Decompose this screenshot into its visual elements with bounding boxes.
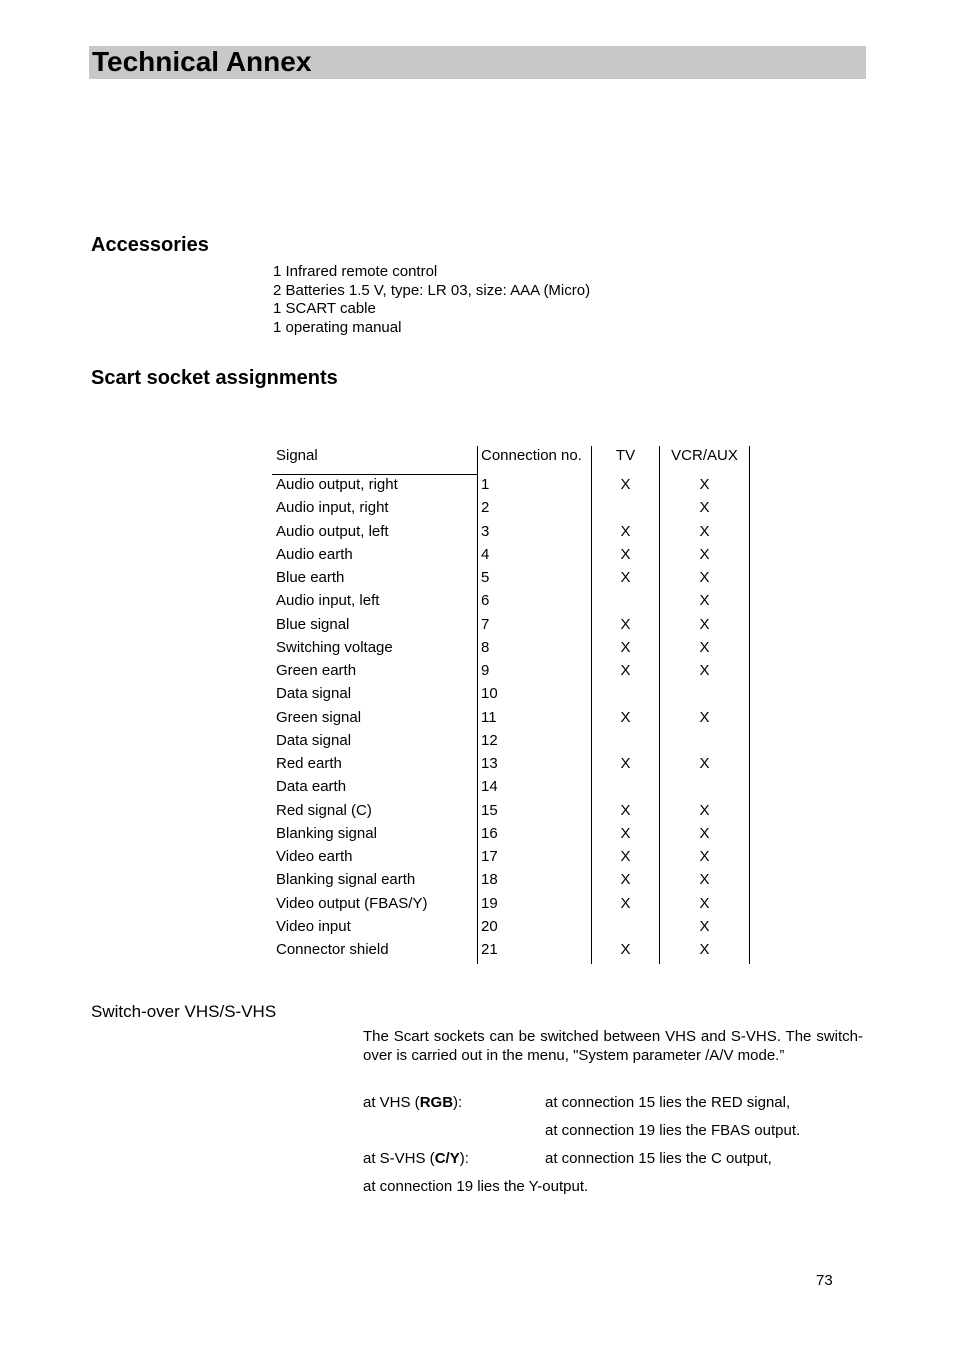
vhs-line-2: at connection 19 lies the FBAS output. <box>545 1122 801 1139</box>
cell-signal: Green earth <box>276 662 357 679</box>
cell-vcr-aux: X <box>699 708 710 726</box>
cell-signal: Video output (FBAS/Y) <box>276 894 428 912</box>
cell-connection: 13 <box>481 755 498 772</box>
scart-heading: Scart socket assignments <box>91 367 338 389</box>
cell-connection: 18 <box>481 871 498 889</box>
cell-connection: 8 <box>481 638 490 656</box>
cell-signal: Data signal <box>276 685 352 703</box>
cell-signal: Red earth <box>276 755 342 772</box>
cell-vcr-aux: X <box>699 917 710 935</box>
accessory-item: 1 SCART cable <box>273 300 376 317</box>
cell-vcr-aux: X <box>699 476 710 493</box>
cell-tv: X <box>620 755 631 772</box>
cell-tv: X <box>620 662 631 679</box>
cell-vcr-aux: X <box>699 941 710 958</box>
cell-tv: X <box>620 801 631 819</box>
svhs-line-1: at connection 15 lies the C output, <box>545 1150 772 1167</box>
cell-tv: X <box>620 824 631 842</box>
switchover-paragraph: The Scart sockets can be switched between VHS and S-VHS. The switch-over is carried out in the menu, "System parameter /A/V mode.” <box>363 1028 863 1064</box>
cell-tv: X <box>620 941 631 958</box>
cell-tv: X <box>620 871 631 889</box>
cell-connection: 1 <box>481 476 490 493</box>
cell-vcr-aux: X <box>699 755 710 772</box>
cell-signal: Data earth <box>276 778 347 796</box>
cell-signal: Red signal (C) <box>276 801 372 819</box>
header-tv: TV <box>615 447 636 464</box>
cell-vcr-aux: X <box>699 662 710 679</box>
cell-tv: X <box>620 638 631 656</box>
cell-tv: X <box>620 522 631 540</box>
cell-tv: X <box>620 615 631 633</box>
table-divider <box>749 446 750 964</box>
cell-connection: 20 <box>481 917 498 935</box>
header-connection: Connection no. <box>481 447 582 464</box>
switchover-heading: Switch-over VHS/S-VHS <box>91 1002 277 1021</box>
cell-signal: Audio output, right <box>276 476 398 493</box>
accessories-heading: Accessories <box>91 234 209 256</box>
cell-signal: Blue earth <box>276 569 345 586</box>
cell-signal: Data signal <box>276 731 352 749</box>
cell-connection: 6 <box>481 592 490 610</box>
accessory-item: 1 Infrared remote control <box>273 263 438 280</box>
table-divider <box>477 446 478 964</box>
cell-vcr-aux: X <box>699 848 710 865</box>
svhs-label: at S-VHS (C/Y): <box>363 1150 469 1167</box>
cell-signal: Video earth <box>276 848 353 865</box>
accessory-item: 2 Batteries 1.5 V, type: LR 03, size: AAA (Micro) <box>273 281 591 299</box>
table-header-rule <box>272 474 477 475</box>
cell-connection: 14 <box>481 778 498 796</box>
cell-connection: 7 <box>481 615 490 633</box>
cell-signal: Audio earth <box>276 545 353 563</box>
cell-signal: Audio input, left <box>276 592 380 610</box>
cell-signal: Switching voltage <box>276 638 393 656</box>
cell-vcr-aux: X <box>699 638 710 656</box>
cell-connection: 3 <box>481 522 490 540</box>
cell-vcr-aux: X <box>699 871 710 889</box>
page-number: 73 <box>816 1272 833 1289</box>
cell-signal: Green signal <box>276 708 362 726</box>
cell-tv: X <box>620 708 631 726</box>
cell-vcr-aux: X <box>699 615 710 633</box>
cell-vcr-aux: X <box>699 545 710 563</box>
accessory-item: 1 operating manual <box>273 318 402 336</box>
cell-connection: 21 <box>481 941 498 958</box>
cell-connection: 2 <box>481 499 490 517</box>
cell-connection: 9 <box>481 662 490 679</box>
cell-vcr-aux: X <box>699 569 710 586</box>
cell-signal: Blanking signal earth <box>276 871 416 889</box>
cell-connection: 19 <box>481 894 498 912</box>
vhs-line-1: at connection 15 lies the RED signal, <box>545 1094 791 1111</box>
accessories-list <box>273 263 590 337</box>
cell-connection: 11 <box>481 708 497 726</box>
cell-connection: 12 <box>481 731 498 749</box>
svhs-line-2: at connection 19 lies the Y-output. <box>363 1178 589 1195</box>
cell-vcr-aux: X <box>699 592 710 610</box>
cell-vcr-aux: X <box>699 499 710 517</box>
cell-tv: X <box>620 476 631 493</box>
cell-connection: 15 <box>481 801 498 819</box>
cell-tv: X <box>620 894 631 912</box>
cell-signal: Blanking signal <box>276 824 377 842</box>
cell-vcr-aux: X <box>699 894 710 912</box>
vhs-label: at VHS (RGB): <box>363 1094 463 1111</box>
cell-connection: 16 <box>481 824 498 842</box>
cell-tv: X <box>620 848 631 865</box>
scart-table <box>272 446 750 964</box>
cell-tv: X <box>620 569 631 586</box>
page-title: Technical Annex <box>92 46 312 77</box>
cell-signal: Audio input, right <box>276 499 389 517</box>
cell-tv: X <box>620 545 631 563</box>
header-vcr-aux: VCR/AUX <box>671 447 738 464</box>
cell-signal: Audio output, left <box>276 522 389 540</box>
cell-signal: Blue signal <box>276 615 350 633</box>
header-signal: Signal <box>276 447 318 464</box>
cell-connection: 5 <box>481 569 490 586</box>
cell-signal: Connector shield <box>276 941 389 958</box>
cell-vcr-aux: X <box>699 522 710 540</box>
cell-vcr-aux: X <box>699 801 710 819</box>
cell-signal: Video input <box>276 917 351 935</box>
cell-connection: 17 <box>481 848 498 865</box>
cell-connection: 4 <box>481 545 490 563</box>
cell-connection: 10 <box>481 685 498 703</box>
cell-vcr-aux: X <box>699 824 710 842</box>
